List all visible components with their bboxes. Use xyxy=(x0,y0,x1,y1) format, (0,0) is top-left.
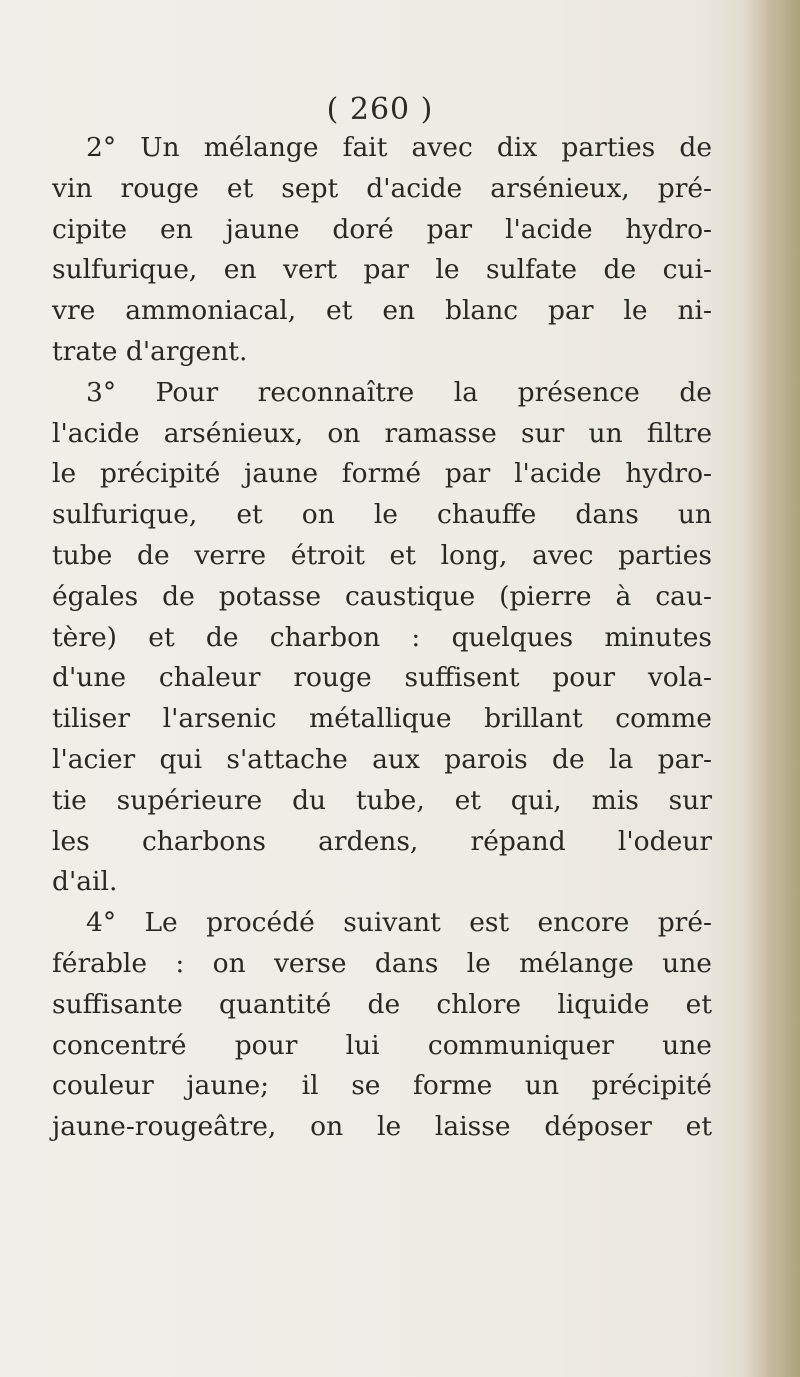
text-line-12: égales de potasse caustique (pierre à cau- xyxy=(52,580,712,612)
text-line-21: férable : on verse dans le mélange une xyxy=(52,947,712,979)
text-line-11: tube de verre étroit et long, avec parties xyxy=(52,539,712,571)
text-line-13: tère) et de charbon : quelques minutes xyxy=(52,621,712,653)
text-line-19: d'ail. xyxy=(52,866,118,898)
text-line-1: 2° Un mélange fait avec dix parties de xyxy=(86,132,712,163)
text-line-10: sulfurique, et on le chauffe dans un xyxy=(52,499,712,531)
text-line-8: l'acide arsénieux, on ramasse sur un filtre xyxy=(52,417,712,449)
text-line-25: jaune-rougeâtre, on le laisse déposer et xyxy=(52,1111,712,1143)
text-line-4: sulfurique, en vert par le sulfate de cui- xyxy=(52,254,712,286)
text-line-23: concentré pour lui communiquer une xyxy=(52,1029,712,1061)
text-line-14: d'une chaleur rouge suffisent pour vola- xyxy=(52,662,712,694)
page-number-header: ( 260 ) xyxy=(326,92,434,127)
text-line-5: vre ammoniacal, et en blanc par le ni- xyxy=(52,295,712,327)
text-line-17: tie supérieure du tube, et qui, mis sur xyxy=(52,784,712,816)
text-line-16: l'acier qui s'attache aux parois de la par- xyxy=(52,743,712,775)
text-line-3: cipite en jaune doré par l'acide hydro- xyxy=(52,213,712,245)
text-line-18: les charbons ardens, répand l'odeur xyxy=(52,825,712,857)
text-line-7: 3° Pour reconnaître la présence de xyxy=(86,376,712,408)
text-line-24: couleur jaune; il se forme un précipité xyxy=(52,1070,712,1102)
page-binding-edge xyxy=(764,0,800,1377)
text-line-20: 4° Le procédé suivant est encore pré- xyxy=(86,907,712,939)
body-text xyxy=(52,128,712,1148)
text-line-2: vin rouge et sept d'acide arsénieux, pré- xyxy=(52,172,712,204)
text-line-22: suffisante quantité de chlore liquide et xyxy=(52,988,712,1020)
text-line-15: tiliser l'arsenic métallique brillant comme xyxy=(52,703,712,735)
text-line-9: le précipité jaune formé par l'acide hydro- xyxy=(52,458,712,490)
text-line-6: trate d'argent. xyxy=(52,335,248,367)
